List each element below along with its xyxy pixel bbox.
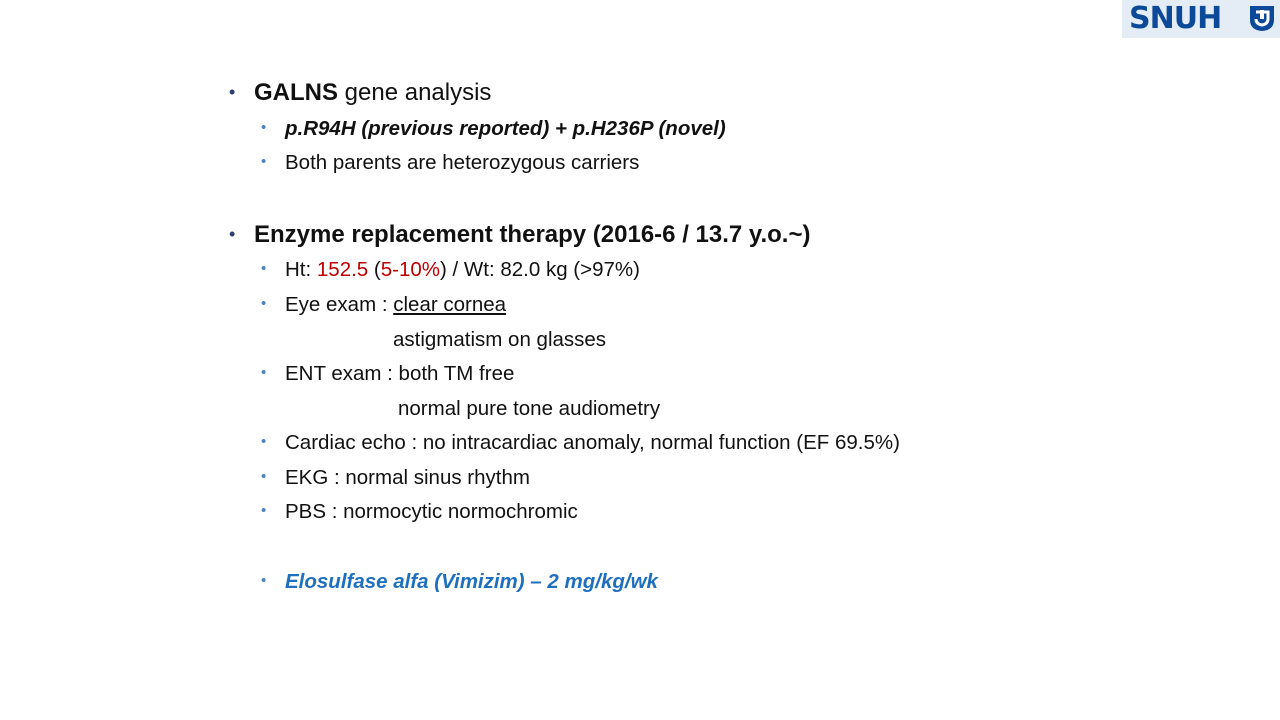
ht-percentile: 5-10% bbox=[380, 258, 441, 281]
bullet-dot: • bbox=[229, 224, 236, 244]
ht-value: 152.5 bbox=[316, 258, 369, 281]
mutation-line: p.R94H (previous reported) + p.H236P (novel) bbox=[285, 117, 726, 140]
ent-exam-line: ENT exam : both TM free bbox=[285, 362, 515, 385]
cardiac-echo-line: Cardiac echo : no intracardiac anomaly, normal function (EF 69.5%) bbox=[285, 431, 900, 454]
eye-exam-line bbox=[285, 293, 506, 317]
snuh-emblem-icon bbox=[1248, 4, 1276, 32]
gene-analysis-heading bbox=[254, 79, 491, 107]
ekg-line: EKG : normal sinus rhythm bbox=[285, 466, 530, 489]
eye-exam-continuation: astigmatism on glasses bbox=[393, 328, 607, 351]
ht-prefix: Ht: bbox=[285, 258, 317, 281]
ert-heading: Enzyme replacement therapy (2016-6 / 13.7 y.o.~) bbox=[254, 221, 811, 248]
bullet-dot: • bbox=[261, 502, 267, 519]
bullet-dot: • bbox=[261, 572, 267, 589]
snuh-logo bbox=[1122, 0, 1280, 38]
bullet-dot: • bbox=[261, 468, 267, 485]
parents-line: Both parents are heterozygous carriers bbox=[285, 151, 640, 174]
ht-open: ( bbox=[368, 258, 381, 281]
bullet-dot: • bbox=[261, 364, 267, 381]
ht-wt-line bbox=[285, 258, 640, 282]
bullet-dot: • bbox=[261, 153, 267, 170]
ht-rest: ) / Wt: 82.0 kg (>97%) bbox=[440, 258, 640, 281]
heading-rest: gene analysis bbox=[338, 79, 492, 106]
gene-name: GALNS bbox=[254, 79, 338, 106]
pbs-line: PBS : normocytic normochromic bbox=[285, 500, 578, 523]
bullet-dot: • bbox=[261, 295, 267, 312]
bullet-dot: • bbox=[261, 260, 267, 277]
bullet-dot: • bbox=[229, 82, 236, 102]
eye-label: Eye exam : bbox=[285, 293, 394, 316]
ent-exam-continuation: normal pure tone audiometry bbox=[398, 397, 661, 420]
logo-text: SNUH bbox=[1129, 1, 1222, 36]
bullet-dot: • bbox=[261, 433, 267, 450]
eye-value: clear cornea bbox=[393, 293, 507, 316]
drug-line: Elosulfase alfa (Vimizim) – 2 mg/kg/wk bbox=[285, 570, 658, 593]
bullet-dot: • bbox=[261, 119, 267, 136]
